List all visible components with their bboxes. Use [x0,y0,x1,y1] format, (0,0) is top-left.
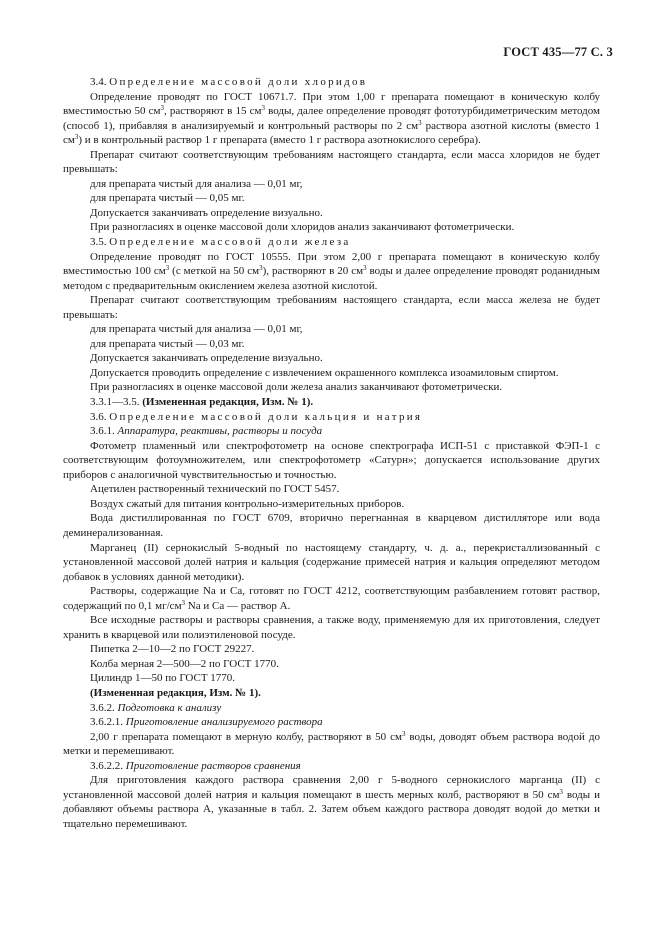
paragraph [63,497,600,512]
text-run: Допускается заканчивать определение визуально. [90,206,323,219]
paragraph [63,657,600,672]
text-run: 3.6.2.2. [90,759,126,772]
text-run: Допускается заканчивать определение визуально. [90,352,323,365]
paragraph [63,75,600,90]
text-run: Определение массовой доли железа [109,236,351,249]
text-run: Приготовление растворов сравнения [125,759,301,772]
document-body [63,75,600,831]
text-run: Приготовление анализируемого раствора [125,716,323,729]
paragraph [63,511,600,540]
paragraph [63,410,600,425]
text-run: 3.5. [90,236,110,249]
text-run: раствора азотной кислоты (вместо 1 см [63,119,600,147]
paragraph [63,613,600,642]
text-run: Препарат считают соответствующим требованиям настоящего стандарта, если масса хлоридов не будет превышать: [63,148,600,176]
text-run: Колба мерная 2—500—2 по ГОСТ 1770. [90,657,279,670]
paragraph [63,642,600,657]
text-run: Подготовка к анализу [117,701,222,714]
paragraph [63,773,600,831]
text-run: (Измененная редакция, Изм. № 1). [90,686,261,699]
text-run: Определение проводят по ГОСТ 10555. При этом 2,00 г препарата помещают в коническую колбу вместимостью 100 см [63,250,600,278]
text-run: Определение проводят по ГОСТ 10671.7. При этом 1,00 г препарата помещают в коническую колбу вместимостью 50 см [63,90,600,118]
text-run: 3.3.1—3.5. [90,396,143,409]
text-run: для препарата чистый — 0,05 мг. [90,192,245,205]
paragraph [63,686,600,701]
paragraph [63,337,600,352]
text-run: Ацетилен растворенный технический по ГОСТ 5457. [90,483,340,496]
paragraph [63,206,600,221]
text-run: Допускается проводить определение с извлечением окрашенного комплекса изоамиловым спиртом. [90,366,559,379]
paragraph [63,701,600,716]
superscript: 3 [261,104,265,113]
text-run: ), растворяют в 20 см [262,265,364,278]
text-run: Марганец (II) сернокислый 5-водный по настоящему стандарту, ч. д. а., перекристаллизованный с установленной массовой долей натрия и кальция (содержание примесей натрия и кальция определяют методом добавок в условиях данной методики). [63,541,600,583]
page-header: ГОСТ 435—77 С. 3 [503,45,613,59]
paragraph [63,424,600,439]
text-run: для препарата чистый для анализа — 0,01 мг, [90,323,303,336]
text-run: (с меткой на 50 см [169,265,260,278]
text-run: Препарат считают соответствующим требованиям настоящего стандарта, если масса железа не будет превышать: [63,294,600,321]
text-run: воды и добавляют объемы раствора А, указанные в табл. 2. Затем объем каждого раствора доводят водой до метки и тщательно перемешивают. [63,788,600,830]
text-run: Растворы, содержащие Na и Ca, готовят по ГОСТ 4212, соответствующим разбавлением готовят раствор, содержащий по 0,1 мг/см [63,585,600,612]
text-run: 3.6. [90,410,110,423]
text-run: Воздух сжатый для питания контрольно-измерительных приборов. [90,497,405,510]
paragraph [63,235,600,250]
superscript: 3 [363,264,367,273]
superscript: 3 [181,598,186,607]
superscript: 3 [559,787,563,796]
paragraph [63,351,600,366]
text-run: 3.6.1. [90,425,118,438]
paragraph [63,541,600,585]
paragraph [63,191,600,206]
text-run: Вода дистиллированная по ГОСТ 6709, вторично перегнанная в кварцевом дистилляторе или вода деминерализованная. [63,512,600,539]
text-run: (Измененная редакция, Изм. № 1). [142,396,314,409]
paragraph [63,90,600,148]
text-run: Цилиндр 1—50 по ГОСТ 1770. [90,672,236,685]
superscript: 3 [401,729,406,738]
paragraph [63,395,600,410]
text-run: 3.6.2.1. [90,716,126,729]
superscript: 3 [418,118,422,127]
paragraph [63,177,600,192]
text-run: 2,00 г препарата помещают в мерную колбу, растворяют в 50 см [90,730,402,743]
paragraph [63,584,600,613]
paragraph [63,671,600,686]
paragraph [63,730,600,759]
text-run: Определение массовой доли хлоридов [109,76,368,88]
paragraph [63,482,600,497]
paragraph [63,148,600,177]
text-run: воды, далее определение проводят фототурбидиметрическим методом (способ 1), прибавляя в анализируемый и контрольный растворы по 2 см [63,105,601,132]
text-run: Аппаратура, реактивы, растворы и посуда [117,425,323,438]
text-run: При разногласиях в оценке массовой доли хлоридов анализ заканчивают фотометрически. [90,221,515,234]
paragraph [63,220,600,235]
text-run: ) и в контрольный раствор 1 г препарата (вместо 1 г раствора азотнокислого серебра). [78,134,481,147]
superscript: 3 [160,104,164,113]
paragraph [63,715,600,730]
text-run: Для приготовления каждого раствора сравнения 2,00 г 5-водного сернокислого марганца (II) с установленной массовой долей натрия и кальция помещают в шесть мерных колб, растворяют в 50 см [63,774,600,801]
text-run: 3.6.2. [90,701,118,714]
paragraph [63,293,600,322]
paragraph [63,366,600,381]
text-run: Пипетка 2—10—2 по ГОСТ 29227. [90,643,255,656]
text-run: воды и далее определение проводят роданидным методом с предварительным окислением железа азотной кислотой. [63,265,600,292]
paragraph [63,759,600,774]
text-run: При разногласиях в оценке массовой доли железа анализ заканчивают фотометрически. [90,381,503,394]
paragraph [63,250,600,294]
text-run: , растворяют в 15 см [163,105,262,118]
text-run: для препарата чистый для анализа — 0,01 мг, [90,177,303,190]
text-run: воды, доводят объем раствора водой до метки и перемешивают. [63,730,600,758]
text-run: Определение массовой доли кальция и натрия [109,410,423,423]
paragraph [63,439,600,483]
superscript: 3 [259,264,263,273]
text-run: Na и Ca — раствор А. [185,599,291,612]
paragraph [63,380,600,395]
text-run: Фотометр пламенный или спектрофотометр на основе спектрографа ИСП-51 с приставкой ФЭП-1 с соответствующим фотоумножителем, или спектрофотометр «Сатурн»; допускается использование других приборов с аналогичной чувствительностью и точностью. [63,439,600,481]
superscript: 3 [165,264,170,273]
text-run: Все исходные растворы и растворы сравнения, а также воду, применяемую для их приготовления, следует хранить в кварцевой или полиэтиленовой посуде. [63,614,600,641]
text-run: 3.4. [90,76,110,88]
paragraph [63,322,600,337]
superscript: 3 [74,133,79,142]
text-run: для препарата чистый — 0,03 мг. [90,337,245,350]
